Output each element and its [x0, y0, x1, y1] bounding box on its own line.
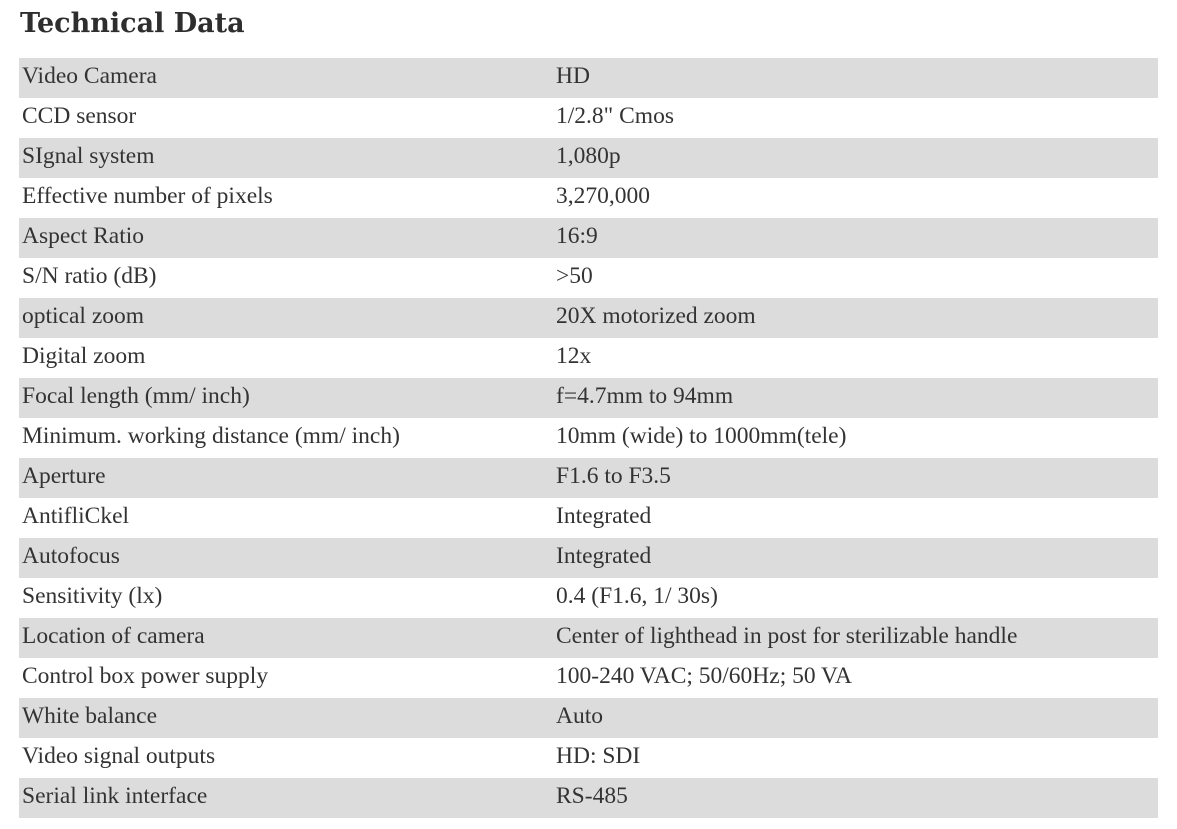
spec-row	[19, 218, 1158, 258]
spec-label: Autofocus	[22, 543, 120, 569]
spec-value: HD	[556, 63, 590, 89]
spec-value: 1,080p	[556, 143, 621, 169]
spec-value: 0.4 (F1.6, 1/ 30s)	[556, 583, 718, 609]
spec-value: 100-240 VAC; 50/60Hz; 50 VA	[556, 663, 852, 689]
spec-value: F1.6 to F3.5	[556, 463, 671, 489]
spec-value: 1/2.8" Cmos	[556, 103, 674, 129]
spec-value: HD: SDI	[556, 743, 641, 769]
spec-row	[19, 298, 1158, 338]
spec-value: Integrated	[556, 503, 652, 529]
spec-row	[19, 338, 1158, 378]
spec-label: Sensitivity (lx)	[22, 583, 163, 609]
spec-value: RS-485	[556, 783, 628, 809]
spec-value: Center of lighthead in post for sterilizable handle	[556, 623, 1018, 649]
spec-row	[19, 618, 1158, 658]
spec-row	[19, 138, 1158, 178]
spec-label: Effective number of pixels	[22, 183, 273, 209]
spec-row	[19, 498, 1158, 538]
spec-row	[19, 658, 1158, 698]
spec-label: Aspect Ratio	[22, 223, 145, 249]
spec-row	[19, 178, 1158, 218]
spec-label: CCD sensor	[22, 103, 137, 129]
spec-label: Focal length (mm/ inch)	[22, 383, 250, 409]
spec-label: White balance	[22, 703, 158, 729]
spec-row	[19, 698, 1158, 738]
spec-row	[19, 58, 1158, 98]
spec-row	[19, 578, 1158, 618]
spec-row	[19, 738, 1158, 778]
spec-label: AntifliCkel	[22, 503, 130, 529]
spec-row	[19, 538, 1158, 578]
spec-row	[19, 418, 1158, 458]
spec-value: Auto	[556, 703, 603, 729]
spec-table	[19, 58, 1158, 818]
spec-label: S/N ratio (dB)	[22, 263, 157, 289]
spec-value: Integrated	[556, 543, 652, 569]
spec-label: Control box power supply	[22, 663, 269, 689]
spec-label: SIgnal system	[22, 143, 155, 169]
spec-value: >50	[556, 263, 593, 289]
table-bottom-divider	[19, 810, 1158, 811]
spec-row	[19, 98, 1158, 138]
spec-row	[19, 258, 1158, 298]
spec-label: Video signal outputs	[22, 743, 216, 769]
spec-label: Minimum. working distance (mm/ inch)	[22, 423, 400, 449]
page-title: Technical Data	[20, 8, 245, 39]
spec-value: 10mm (wide) to 1000mm(tele)	[556, 423, 847, 449]
spec-label: Digital zoom	[22, 343, 146, 369]
spec-value: 12x	[556, 343, 592, 369]
spec-label: Video Camera	[22, 63, 157, 89]
spec-row	[19, 778, 1158, 818]
spec-value: f=4.7mm to 94mm	[556, 383, 734, 409]
spec-label: Serial link interface	[22, 783, 208, 809]
spec-label: Location of camera	[22, 623, 205, 649]
spec-value: 3,270,000	[556, 183, 650, 209]
spec-label: Aperture	[22, 463, 106, 489]
spec-value: 20X motorized zoom	[556, 303, 756, 329]
spec-row	[19, 458, 1158, 498]
spec-row	[19, 378, 1158, 418]
spec-label: optical zoom	[22, 303, 145, 329]
spec-value: 16:9	[556, 223, 598, 249]
